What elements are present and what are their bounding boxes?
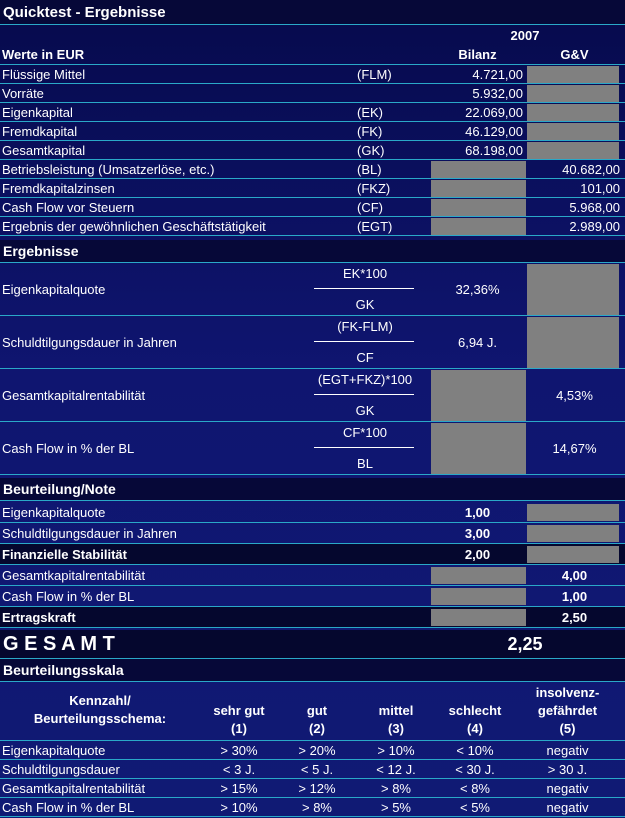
input-code: (FK)	[357, 124, 383, 139]
input-guv-value: 2.989,00	[569, 219, 620, 234]
ratio-row	[0, 316, 625, 369]
input-row	[0, 198, 625, 217]
skala-value: > 30%	[220, 743, 258, 758]
bilanz-gray-cell	[431, 370, 526, 421]
input-code: (BL)	[357, 162, 382, 177]
guv-gray-cell	[527, 504, 619, 521]
input-guv-value: 40.682,00	[562, 162, 620, 177]
skala-value: < 12 J.	[376, 762, 416, 777]
skala-col-line1	[357, 684, 435, 702]
skala-value: > 10%	[377, 743, 415, 758]
bilanz-gray-cell	[431, 423, 526, 474]
grade-guv-value: 2,50	[561, 610, 588, 625]
year-header	[0, 26, 625, 44]
input-label: Eigenkapital	[2, 105, 73, 120]
skala-value: > 5%	[381, 800, 411, 815]
ratio-row	[0, 263, 625, 316]
gesamt-row	[0, 630, 625, 658]
kennzahl-header	[0, 692, 200, 728]
row-divider	[0, 474, 625, 475]
ratio-denominator: BL	[357, 456, 373, 471]
ratio-numerator: (FK-FLM)	[337, 319, 393, 334]
skala-row	[0, 741, 625, 760]
title-bar	[0, 0, 625, 24]
beurteilung-title: Beurteilung/Note	[3, 481, 116, 497]
input-row	[0, 122, 625, 141]
grade-label: Eigenkapitalquote	[2, 505, 106, 520]
bilanz-gray-cell	[431, 180, 526, 197]
skala-col-line1	[200, 684, 278, 702]
beurteilung-header	[0, 478, 625, 500]
bilanz-header: Bilanz	[458, 46, 497, 62]
skala-col-header	[357, 684, 435, 738]
input-label: Cash Flow vor Steuern	[2, 200, 135, 215]
grade-label: Ertragskraft	[2, 610, 76, 625]
skala-row-label: Gesamtkapitalrentabilität	[2, 781, 146, 796]
skala-row	[0, 798, 625, 817]
ratio-numerator: CF*100	[342, 425, 388, 440]
input-row	[0, 179, 625, 198]
grade-label: Gesamtkapitalrentabilität	[2, 568, 146, 583]
grade-bilanz-value: 1,00	[464, 505, 491, 520]
skala-col-line3: (1)	[231, 721, 247, 736]
skala-col-line3: (2)	[309, 721, 325, 736]
row-divider	[0, 235, 625, 236]
skala-col-line1: insolvenz-	[535, 685, 600, 700]
ergebnisse-header	[0, 240, 625, 262]
ratio-denominator: CF	[356, 350, 374, 365]
skala-header-bar	[0, 659, 625, 681]
grade-row	[0, 586, 625, 607]
skala-row-label: Cash Flow in % der BL	[2, 800, 135, 815]
ratio-denominator: GK	[355, 297, 375, 312]
column-header	[0, 44, 625, 64]
input-guv-value: 5.968,00	[569, 200, 620, 215]
grade-bilanz-value: 2,00	[464, 547, 491, 562]
skala-col-line2: mittel	[378, 703, 414, 718]
input-bilanz-value: 4.721,00	[472, 67, 523, 82]
input-code: (GK)	[357, 143, 385, 158]
skala-col-line3: (4)	[467, 721, 483, 736]
ratio-row	[0, 369, 625, 422]
skala-value: < 5 J.	[300, 762, 334, 777]
input-guv-value: 101,00	[580, 181, 620, 196]
kennzahl-header-line2: Beurteilungsschema:	[33, 711, 167, 726]
grade-row	[0, 523, 625, 544]
input-bilanz-value: 68.198,00	[465, 143, 523, 158]
input-label: Ergebnis der gewöhnlichen Geschäftstätigkeit	[2, 219, 266, 234]
grade-guv-value: 4,00	[561, 568, 588, 583]
werte-label: Werte in EUR	[2, 46, 85, 62]
input-row	[0, 160, 625, 179]
skala-value: > 8%	[302, 800, 332, 815]
bilanz-gray-cell	[431, 199, 526, 216]
skala-value: negativ	[546, 800, 589, 815]
ratio-label: Cash Flow in % der BL	[2, 441, 135, 456]
input-row	[0, 84, 625, 103]
page-title: Quicktest - Ergebnisse	[3, 3, 166, 21]
input-code: (EGT)	[357, 219, 393, 234]
bilanz-gray-cell	[431, 161, 526, 178]
ratio-label: Eigenkapitalquote	[2, 282, 106, 297]
input-row	[0, 141, 625, 160]
grade-bilanz-value: 3,00	[464, 526, 491, 541]
guv-gray-cell	[527, 264, 619, 315]
guv-gray-cell	[527, 104, 619, 121]
ratio-numerator: (EGT+FKZ)*100	[317, 372, 413, 387]
skala-col-line1	[278, 684, 356, 702]
skala-value: > 10%	[220, 800, 258, 815]
skala-value: < 30 J.	[455, 762, 495, 777]
skala-value: > 15%	[220, 781, 258, 796]
grade-row	[0, 544, 625, 565]
input-bilanz-value: 5.932,00	[472, 86, 523, 101]
row-divider	[0, 816, 625, 817]
grade-label: Schuldtilgungsdauer in Jahren	[2, 526, 177, 541]
input-label: Gesamtkapital	[2, 143, 86, 158]
ratio-label: Gesamtkapitalrentabilität	[2, 388, 146, 403]
guv-gray-cell	[527, 142, 619, 159]
grade-row	[0, 607, 625, 628]
skala-row	[0, 760, 625, 779]
skala-value: < 8%	[460, 781, 490, 796]
grade-guv-value: 1,00	[561, 589, 588, 604]
bilanz-gray-cell	[431, 609, 526, 626]
ratio-row	[0, 422, 625, 475]
guv-gray-cell	[527, 123, 619, 140]
ratio-denominator: GK	[355, 403, 375, 418]
year-label: 2007	[510, 27, 540, 43]
input-label: Betriebsleistung (Umsatzerlöse, etc.)	[2, 162, 215, 177]
bilanz-gray-cell	[431, 588, 526, 605]
input-code: (CF)	[357, 200, 383, 215]
input-label: Fremdkapital	[2, 124, 78, 139]
skala-col-header	[436, 684, 514, 738]
input-row	[0, 103, 625, 122]
guv-gray-cell	[527, 317, 619, 368]
skala-col-line3: (3)	[388, 721, 404, 736]
skala-value: < 3 J.	[222, 762, 256, 777]
guv-gray-cell	[527, 546, 619, 563]
input-code: (FKZ)	[357, 181, 391, 196]
input-label: Fremdkapitalzinsen	[2, 181, 115, 196]
fraction-line	[314, 394, 414, 395]
ratio-bilanz-value: 32,36%	[455, 282, 500, 297]
input-label: Flüssige Mittel	[2, 67, 86, 82]
grade-row	[0, 502, 625, 523]
skala-value: > 20%	[298, 743, 336, 758]
gesamt-label: G E S A M T	[3, 632, 115, 655]
input-code: (FLM)	[357, 67, 392, 82]
grade-label: Finanzielle Stabilität	[2, 547, 127, 562]
skala-col-line2: schlecht	[448, 703, 502, 718]
skala-column-header	[0, 684, 625, 740]
bilanz-gray-cell	[431, 218, 526, 235]
skala-value: < 5%	[460, 800, 490, 815]
skala-col-header	[200, 684, 278, 738]
kennzahl-header-line1: Kennzahl/	[69, 693, 131, 708]
skala-col-header	[515, 684, 620, 738]
skala-col-line2: gut	[306, 703, 328, 718]
skala-row	[0, 779, 625, 798]
ratio-bilanz-value: 6,94 J.	[457, 335, 498, 350]
ratio-label: Schuldtilgungsdauer in Jahren	[2, 335, 177, 350]
skala-title: Beurteilungsskala	[3, 662, 124, 678]
skala-value: negativ	[546, 743, 589, 758]
bilanz-gray-cell	[431, 567, 526, 584]
guv-gray-cell	[527, 525, 619, 542]
guv-header: G&V	[560, 46, 589, 62]
ratio-guv-value: 14,67%	[552, 441, 597, 456]
skala-value: > 8%	[381, 781, 411, 796]
grade-label: Cash Flow in % der BL	[2, 589, 135, 604]
row-divider	[0, 627, 625, 628]
input-bilanz-value: 46.129,00	[465, 124, 523, 139]
fraction-line	[314, 341, 414, 342]
skala-row-label: Schuldtilgungsdauer	[2, 762, 120, 777]
ratio-guv-value: 4,53%	[556, 388, 593, 403]
skala-value: < 10%	[456, 743, 494, 758]
fraction-line	[314, 447, 414, 448]
skala-row-label: Eigenkapitalquote	[2, 743, 106, 758]
gesamt-value: 2,25	[507, 633, 543, 654]
input-bilanz-value: 22.069,00	[465, 105, 523, 120]
input-code: (EK)	[357, 105, 383, 120]
input-row	[0, 65, 625, 84]
guv-gray-cell	[527, 66, 619, 83]
skala-col-line2: sehr gut	[213, 703, 265, 718]
skala-col-line1	[436, 684, 514, 702]
grade-row	[0, 565, 625, 586]
fraction-line	[314, 288, 414, 289]
ergebnisse-title: Ergebnisse	[3, 243, 79, 259]
input-row	[0, 217, 625, 236]
skala-value: > 30 J.	[547, 762, 588, 777]
skala-col-header	[278, 684, 356, 738]
input-label: Vorräte	[2, 86, 44, 101]
guv-gray-cell	[527, 85, 619, 102]
ratio-numerator: EK*100	[342, 266, 388, 281]
skala-col-line2: gefährdet	[537, 703, 598, 718]
skala-value: > 12%	[298, 781, 336, 796]
skala-value: negativ	[546, 781, 589, 796]
skala-col-line3: (5)	[559, 721, 576, 736]
